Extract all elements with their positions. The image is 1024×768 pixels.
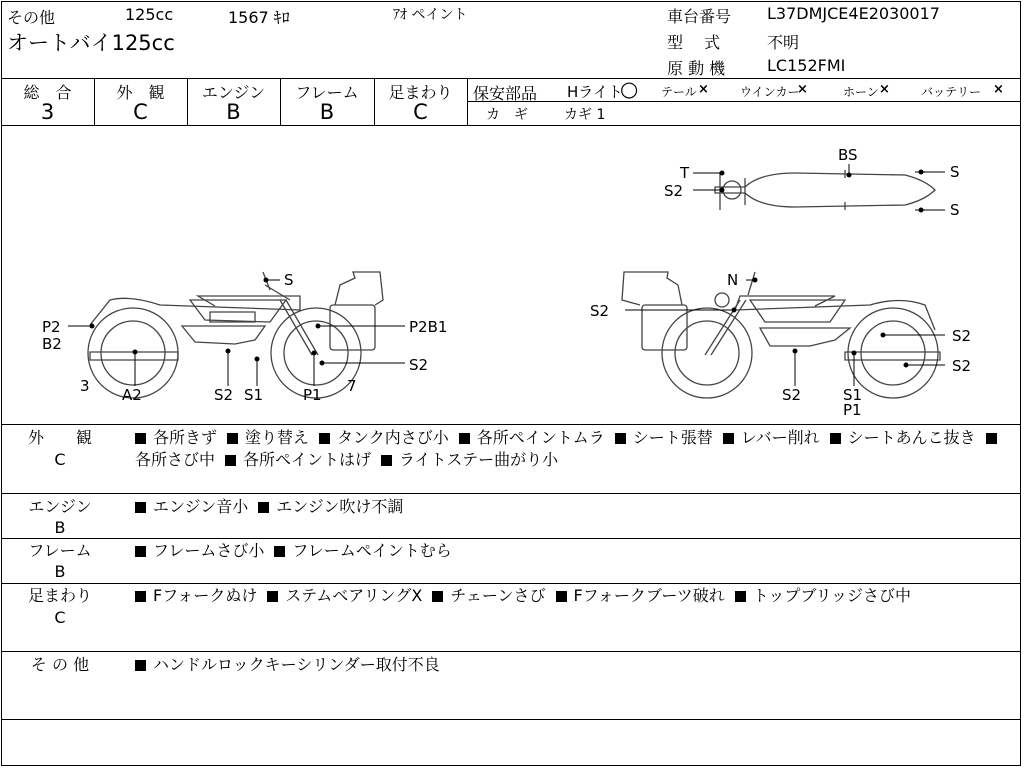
color: ｱｵ ペイント <box>393 7 468 23</box>
right-label-p1: P1 <box>843 401 862 419</box>
right-label-s1: S1 <box>843 386 863 404</box>
divider <box>1 719 1021 720</box>
remark-item: 各所ペイントムラ <box>476 428 605 447</box>
right-label-n: N <box>727 271 739 289</box>
chassis-label: 車台番号 <box>667 7 732 26</box>
remarks-other-items <box>135 654 450 676</box>
top-label-s-top: S <box>950 163 960 181</box>
remarks-frame-label: フレーム <box>28 541 92 560</box>
left-label-s: S <box>284 271 294 289</box>
remarks-engine-label: エンジン <box>28 497 92 516</box>
left-label-s1: S1 <box>244 386 264 404</box>
winker-label: ウインカー <box>740 85 800 99</box>
bullet-square-icon <box>381 455 392 466</box>
divider <box>467 78 468 125</box>
bullet-square-icon <box>267 591 278 602</box>
bullet-square-icon <box>135 660 146 671</box>
battery-label: バッテリー <box>921 85 982 99</box>
safety-label: 保安部品 <box>473 84 538 103</box>
divider <box>1 583 1021 584</box>
tail-label: テール <box>661 85 697 99</box>
remark-item: エンジン音小 <box>153 497 249 516</box>
left-side-bike-icon <box>88 272 383 398</box>
type-label: 型 式 <box>667 33 721 52</box>
bullet-square-icon <box>459 433 470 444</box>
displacement: 125cc <box>125 5 174 24</box>
horn-value: × <box>879 82 890 97</box>
engine-model-value: LC152FMI <box>767 56 846 75</box>
chassis-value: L37DMJCE4E2030017 <box>767 4 940 23</box>
key-value: カギ 1 <box>564 107 606 123</box>
frame-label: フレーム <box>295 83 359 102</box>
mileage: 1567 ｷﾛ <box>228 8 290 27</box>
engine-label: エンジン <box>201 83 266 102</box>
remark-item: レバー削れ <box>740 428 820 447</box>
left-label-p2: P2 <box>42 318 61 336</box>
left-label-3: 3 <box>80 377 90 395</box>
overall-label: 総 合 <box>23 83 72 102</box>
remark-item: フレームさび小 <box>153 541 265 560</box>
bullet-square-icon <box>986 433 997 444</box>
tail-value: × <box>698 82 709 97</box>
remarks-exterior-items <box>135 427 1005 471</box>
suspension-value: C <box>413 100 428 124</box>
winker-value: × <box>797 82 808 97</box>
remarks-frame-items <box>135 540 462 562</box>
bullet-square-icon <box>227 433 238 444</box>
bullet-square-icon <box>225 455 236 466</box>
remarks-exterior-label: 外 観 <box>27 428 92 447</box>
left-label-s2: S2 <box>409 356 429 374</box>
right-label-s2c: S2 <box>952 357 972 375</box>
remark-item: 各所さび中 <box>135 450 216 469</box>
engine-model-label: 原 動 機 <box>667 59 726 78</box>
right-label-s2a: S2 <box>590 302 610 320</box>
remark-item: エンジン吹け不調 <box>276 497 404 516</box>
bullet-square-icon <box>135 546 146 557</box>
exterior-label: 外 観 <box>116 83 165 102</box>
left-label-a2: A2 <box>122 386 142 404</box>
headlight-label: Hライト <box>567 83 623 101</box>
bullet-square-icon <box>258 502 269 513</box>
overall-value: 3 <box>40 100 55 124</box>
remark-item: Fフォークブーツ破れ <box>573 586 725 605</box>
remarks-engine-items <box>135 496 413 518</box>
bullet-square-icon <box>274 546 285 557</box>
bullet-square-icon <box>432 591 443 602</box>
bullet-square-icon <box>830 433 841 444</box>
remarks-other-label: そ の 他 <box>30 655 90 674</box>
model-name: オートバイ125cc <box>7 31 175 55</box>
divider <box>1 651 1021 652</box>
bullet-square-icon <box>723 433 734 444</box>
top-label-s2: S2 <box>664 182 684 200</box>
remark-item: 各所きず <box>153 428 218 447</box>
key-label: カ ギ <box>486 107 528 123</box>
bullet-square-icon <box>615 433 626 444</box>
remark-item: シート張替 <box>632 428 713 447</box>
remark-item: トップブリッジさび中 <box>752 586 912 605</box>
motorcycle-diagram <box>0 126 1020 424</box>
remarks-frame-grade: B <box>54 562 66 581</box>
engine-value: B <box>226 100 241 124</box>
remarks-suspension-items <box>135 585 921 607</box>
left-label-s2b: S2 <box>214 386 234 404</box>
horn-label: ホーン <box>843 85 879 99</box>
right-label-s2b: S2 <box>952 327 972 345</box>
bullet-square-icon <box>319 433 330 444</box>
bullet-square-icon <box>556 591 567 602</box>
remarks-suspension-label: 足まわり <box>27 586 92 605</box>
battery-value: × <box>993 82 1004 97</box>
remark-item: ライトステー曲がり小 <box>399 450 559 469</box>
remarks-exterior-grade: C <box>54 450 66 469</box>
bullet-square-icon <box>135 591 146 602</box>
left-label-p1: P1 <box>303 386 322 404</box>
top-view-bike-icon <box>715 170 935 210</box>
remark-item: 各所ペイントはげ <box>243 450 372 469</box>
suspension-label: 足まわり <box>388 83 453 102</box>
exterior-value: C <box>133 100 148 124</box>
divider <box>1 424 1021 425</box>
remark-item: ハンドルロックキーシリンダー取付不良 <box>153 655 440 674</box>
left-label-7: 7 <box>347 377 357 395</box>
remarks-suspension-grade: C <box>54 608 66 627</box>
remark-item: ステムベアリングX <box>285 586 423 605</box>
left-label-b2: B2 <box>42 335 62 353</box>
remark-item: タンク内さび小 <box>337 428 449 447</box>
type-value: 不明 <box>767 33 800 52</box>
remark-item: フレームペイントむら <box>292 541 452 560</box>
remarks-engine-grade: B <box>54 518 66 537</box>
remark-item: シートあんこ抜き <box>847 428 976 447</box>
divider <box>1 538 1021 539</box>
top-label-bs: BS <box>838 146 858 164</box>
right-label-s2d: S2 <box>782 386 802 404</box>
top-label-s-bottom: S <box>950 201 960 219</box>
left-label-p2b1: P2B1 <box>409 318 448 336</box>
bullet-square-icon <box>135 502 146 513</box>
divider <box>1 78 1021 79</box>
divider <box>1 493 1021 494</box>
remark-item: チェーンさび <box>450 586 546 605</box>
bullet-square-icon <box>135 433 146 444</box>
headlight-value: ○ <box>620 77 639 101</box>
remark-item: Fフォークぬけ <box>153 586 258 605</box>
category: その他 <box>7 8 56 27</box>
remark-item: 塗り替え <box>245 428 310 447</box>
bullet-square-icon <box>735 591 746 602</box>
top-label-t: T <box>680 164 690 182</box>
divider <box>468 101 1021 102</box>
frame-value: B <box>319 100 335 124</box>
